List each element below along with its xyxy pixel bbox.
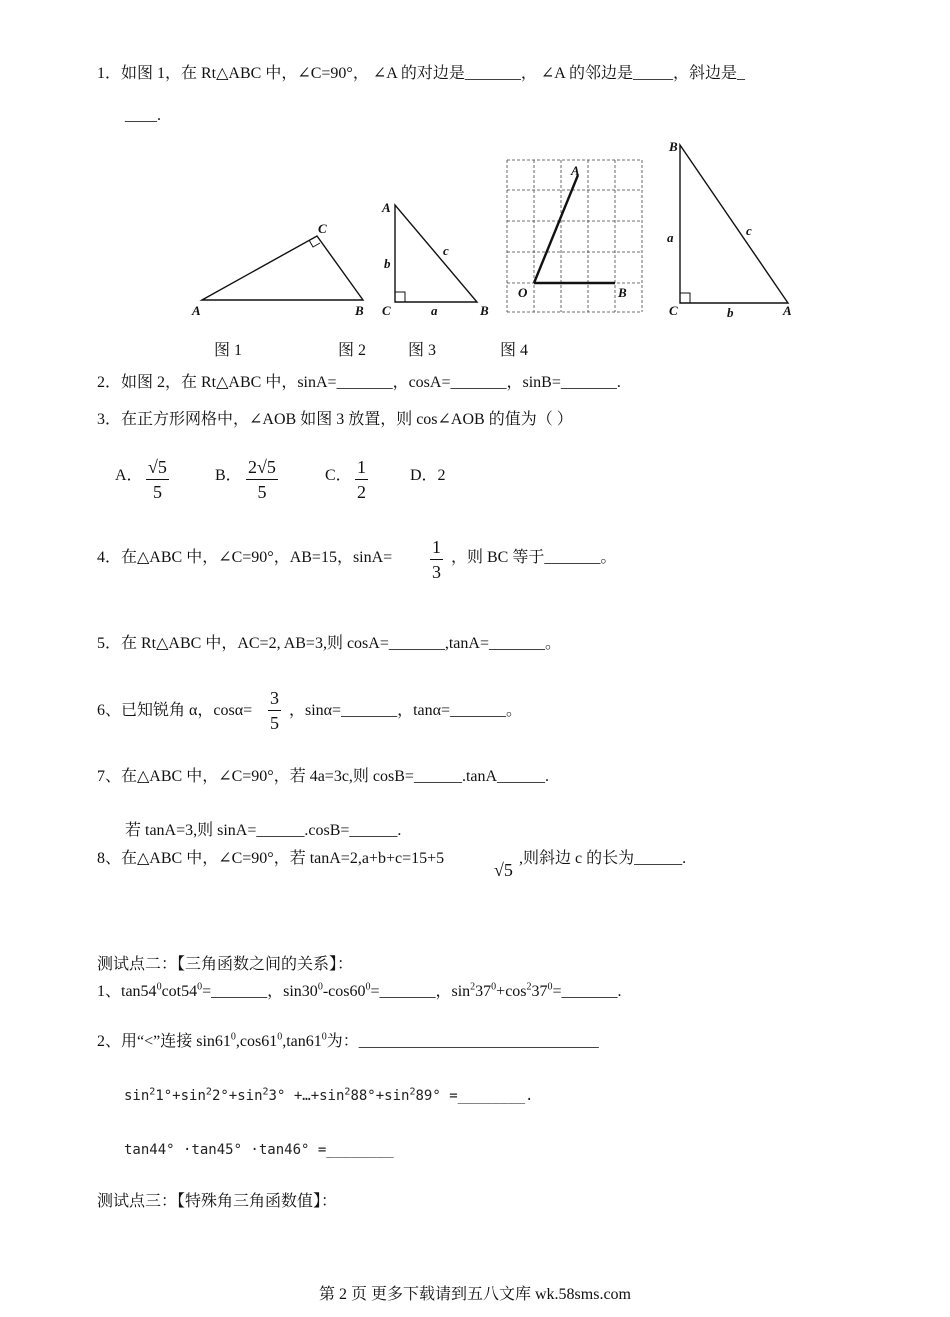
figure-4-triangle: [667, 139, 792, 320]
s2q3-sq2: 2: [205, 1086, 212, 1098]
fig4-side-b: b: [727, 305, 734, 320]
section-2-question-3: [124, 1086, 534, 1106]
question-3: 3．在正方形网格中，∠AOB 如图 3 放置，则 cos∠AOB 的值为（ ）: [97, 411, 573, 428]
s2q1-part8: 37: [531, 983, 548, 1000]
fig4-caption: 图 4: [500, 342, 529, 359]
s2q1-sq1: 2: [470, 981, 476, 993]
question-4-after: ，则 BC 等于_______。: [451, 549, 617, 566]
fig3-label-o: O: [518, 285, 528, 300]
q6-denominator: 5: [270, 713, 279, 733]
s2q3-part6: 89° =________.: [415, 1088, 534, 1104]
s2q3-sq1: 2: [149, 1086, 156, 1098]
question-7-line2: 若 tanA=3,则 sinA=______.cosB=______.: [125, 822, 402, 839]
section-3-title: 测试点三：【特殊角三角函数值】：: [97, 1193, 338, 1210]
question-2: 2．如图 2，在 Rt△ABC 中，sinA=_______，cosA=_______，sinB=_______.: [97, 374, 621, 391]
s2q1-part3: =_______，sin30: [202, 983, 318, 1000]
s2q1-part9: =_______.: [552, 983, 622, 1000]
s2q2-part1: 2、用“<”连接 sin61: [97, 1033, 231, 1050]
choice-c-denominator: 2: [355, 479, 368, 504]
s2q1-part4: -cos60: [322, 983, 366, 1000]
fig4-label-b: B: [669, 139, 678, 154]
question-8-after: ,则斜边 c 的长为______.: [519, 850, 687, 867]
s2q1-part6: 37: [475, 983, 492, 1000]
question-1-line1: 1．如图 1，在 Rt△ABC 中，∠C=90°， ∠A 的对边是_______， ∠A 的邻边是_____，斜边是_: [97, 65, 745, 82]
s2q3-sq5: 2: [409, 1086, 416, 1098]
choice-a-denominator: 5: [152, 482, 162, 502]
fig2-label-c: C: [382, 303, 391, 318]
s2q1-deg5: 0: [491, 981, 497, 993]
fig1-label-b: B: [355, 303, 364, 318]
choice-a-numerator: √5: [146, 455, 169, 480]
q4-denominator: 3: [432, 562, 441, 582]
q4-numerator: 1: [430, 535, 443, 560]
fig4-label-a: A: [783, 303, 792, 318]
fig2-label-a: A: [382, 200, 391, 215]
s2q1-part2: cot54: [161, 983, 198, 1000]
s2q1-deg4: 0: [365, 981, 371, 993]
question-6-after: ，sinα=_______，tanα=_______。: [289, 702, 523, 719]
s2q3-part5: 88°+sin: [350, 1088, 410, 1104]
s2q1-sq2: 2: [526, 981, 532, 993]
fig4-side-a: a: [667, 230, 674, 245]
s2q2-part4: 为：______________________________: [326, 1033, 599, 1050]
s2q2-deg2: 0: [277, 1031, 283, 1043]
choice-c-fraction: [355, 455, 368, 504]
s2q3-part1: sin: [124, 1088, 150, 1104]
s2q3-sq3: 2: [262, 1086, 269, 1098]
section-2-title: 测试点二：【三角函数之间的关系】：: [97, 956, 354, 973]
choice-a-label: A．: [115, 467, 143, 484]
fig4-label-c: C: [669, 303, 678, 318]
choice-b-fraction: [246, 455, 278, 504]
s2q1-deg6: 0: [547, 981, 553, 993]
fig4-side-c: c: [746, 223, 752, 238]
fig3-label-b: B: [618, 285, 627, 300]
fig2-label-b: B: [480, 303, 489, 318]
fig2-side-a: a: [431, 303, 438, 318]
question-4-before: 4．在△ABC 中，∠C=90°，AB=15，sinA=: [97, 549, 393, 566]
choice-a-fraction: [146, 455, 169, 504]
fig2-side-b: b: [384, 256, 391, 271]
choice-b-numerator: 2√5: [246, 455, 278, 480]
question-1-line2: ____.: [125, 107, 161, 124]
figure-3-grid: [507, 160, 642, 312]
question-5: 5．在 Rt△ABC 中，AC=2, AB=3,则 cosA=_______,tanA=_______。: [97, 635, 561, 652]
fig1-label-c: C: [318, 221, 327, 236]
section-2-question-4: tan44° ·tan45° ·tan46° =________: [124, 1142, 394, 1158]
choice-b-label: B．: [215, 467, 242, 484]
s2q1-deg2: 0: [197, 981, 203, 993]
choice-c-label: C．: [325, 467, 352, 484]
s2q2-part3: ,tan61: [282, 1033, 322, 1050]
fig3-label-a: A: [571, 163, 580, 178]
choice-b-denominator: 5: [257, 482, 267, 502]
s2q3-part2: 1°+sin: [155, 1088, 206, 1104]
section-2-question-2: [97, 1032, 599, 1052]
s2q1-part5: =_______，sin: [370, 983, 471, 1000]
figures-area: [180, 135, 810, 325]
fig2-caption: 图 2: [338, 342, 367, 359]
question-6-before: 6、已知锐角 α，cosα=: [97, 702, 253, 719]
question-7-line1: 7、在△ABC 中，∠C=90°，若 4a=3c,则 cosB=______.tanA______.: [97, 768, 550, 785]
s2q3-sq4: 2: [344, 1086, 351, 1098]
figure-2-triangle: [381, 200, 489, 318]
s2q3-part3: 2°+sin: [211, 1088, 263, 1104]
fig1-label-a: A: [192, 303, 201, 318]
section-2-question-1: [97, 982, 622, 1002]
figure-1-triangle: [191, 221, 364, 318]
s2q2-deg3: 0: [321, 1031, 327, 1043]
question-8-before: 8、在△ABC 中，∠C=90°，若 tanA=2,a+b+c=15+5: [97, 850, 445, 867]
s2q1-deg1: 0: [156, 981, 162, 993]
choice-d: D．2: [410, 467, 446, 484]
s2q2-deg1: 0: [230, 1031, 236, 1043]
question-4-fraction: [430, 535, 443, 584]
fig1-caption: 图 1: [214, 342, 243, 359]
fig2-side-c: c: [443, 243, 449, 258]
q6-numerator: 3: [268, 686, 281, 711]
s2q2-part2: ,cos61: [235, 1033, 278, 1050]
fig3-caption: 图 3: [408, 342, 437, 359]
s2q1-deg3: 0: [317, 981, 323, 993]
s2q1-part1: 1、tan54: [97, 983, 157, 1000]
s2q3-part4: 3° +…+sin: [268, 1088, 345, 1104]
choice-c-numerator: 1: [357, 457, 366, 477]
question-6-fraction: [268, 686, 281, 735]
question-8-radical: √5: [494, 860, 513, 880]
s2q1-part7: +cos: [496, 983, 527, 1000]
page-footer: 第 2 页 更多下载请到五八文库 wk.58sms.com: [318, 1286, 631, 1303]
